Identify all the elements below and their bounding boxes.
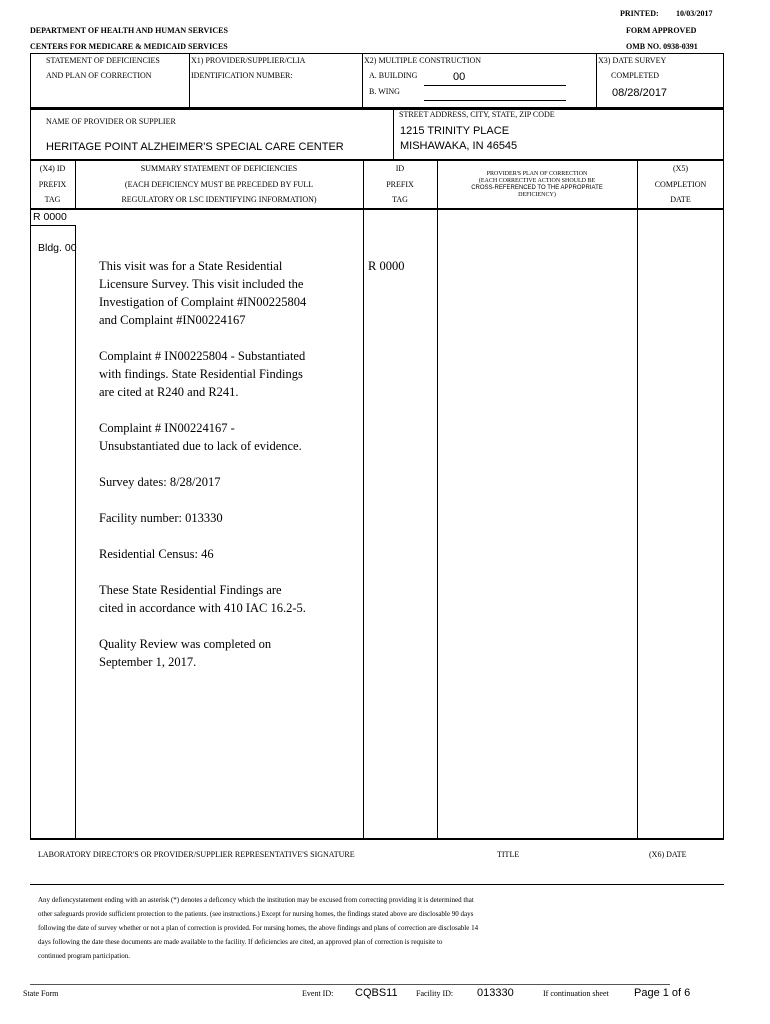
date-label: DATE: [670, 195, 691, 204]
building-value: 00: [453, 71, 466, 83]
printed-label: PRINTED:: [620, 9, 659, 18]
tag-left: R 0000: [33, 211, 67, 223]
statement-label-1: STATEMENT OF DEFICIENCIES: [46, 56, 160, 65]
id-prefix-label: PREFIX: [386, 180, 414, 189]
department-title: DEPARTMENT OF HEALTH AND HUMAN SERVICES: [30, 26, 228, 35]
summary-line: This visit was for a State Residential: [99, 259, 283, 273]
building-tag: Bldg. 00: [38, 242, 77, 254]
completed-label: COMPLETED: [611, 71, 659, 80]
summary-line: Residential Census: 46: [99, 547, 214, 561]
completion-label: COMPLETION: [654, 180, 707, 189]
disclaimer-line: Any defiencystatement ending with an asterisk (*) denotes a deficency which the institution may be excused from correcting providing it is determined that: [38, 896, 474, 904]
disclaimer: [38, 893, 718, 963]
id-label: ID: [395, 164, 405, 173]
x4-tag-label: TAG: [44, 195, 61, 204]
paragraph: [99, 635, 361, 671]
paragraph: [99, 581, 361, 617]
summary-line: Licensure Survey. This visit included the: [99, 277, 304, 291]
summary-label-1: SUMMARY STATEMENT OF DEFICIENCIES: [140, 164, 298, 173]
id-tag-label: TAG: [392, 195, 408, 204]
summary-label-3: REGULATORY OR LSC IDENTIFYING INFORMATION): [121, 195, 317, 204]
plan-label-4: DEFICIENCY): [518, 192, 556, 198]
event-id-label: Event ID:: [302, 989, 334, 998]
summary-line: Survey dates: 8/28/2017: [99, 475, 221, 489]
disclaimer-line: continued program participation.: [38, 952, 130, 960]
x5-label: (X5): [672, 164, 689, 173]
printed-date: 10/03/2017: [676, 9, 713, 18]
paragraph: [99, 473, 361, 491]
paragraph: [99, 545, 361, 563]
summary-line: with findings. State Residential Findings: [99, 367, 303, 381]
wing-label: B. WING: [369, 87, 400, 96]
address-label: STREET ADDRESS, CITY, STATE, ZIP CODE: [399, 110, 555, 119]
tag-right: R 0000: [368, 259, 405, 273]
provider-name-label: NAME OF PROVIDER OR SUPPLIER: [46, 117, 176, 126]
provider-name: HERITAGE POINT ALZHEIMER'S SPECIAL CARE CENTER: [46, 141, 344, 153]
summary-line: Facility number: 013330: [99, 511, 223, 525]
x3-label: X3) DATE SURVEY: [598, 56, 667, 65]
title-label: TITLE: [497, 850, 520, 859]
event-id: CQBS11: [355, 987, 398, 999]
facility-id-label: Facility ID:: [416, 989, 454, 998]
signature-label: LABORATORY DIRECTOR'S OR PROVIDER/SUPPLIER REPRESENTATIVE'S SIGNATURE: [38, 850, 355, 859]
summary-line: Complaint # IN00224167 -: [99, 421, 235, 435]
address-line-1: 1215 TRINITY PLACE: [400, 125, 510, 137]
disclaimer-line: following the date of survey whether or not a plan of correction is provided. For nursing homes, the above findings and plans of correction are disclosable 14: [38, 924, 479, 932]
date-survey-completed: 08/28/2017: [612, 87, 668, 99]
summary-line: These State Residential Findings are: [99, 583, 282, 597]
state-form-label: State Form: [23, 989, 59, 998]
plan-label-2: (EACH CORRECTIVE ACTION SHOULD BE: [478, 178, 596, 184]
x4-prefix-label: PREFIX: [38, 180, 67, 189]
summary-text: [99, 257, 361, 671]
x6-date-label: (X6) DATE: [649, 850, 687, 859]
summary-line: and Complaint #IN00224167: [99, 313, 246, 327]
address-line-2: MISHAWAKA, IN 46545: [400, 140, 518, 152]
summary-line: Investigation of Complaint #IN00225804: [99, 295, 307, 309]
centers-title: CENTERS FOR MEDICARE & MEDICAID SERVICES: [30, 42, 228, 51]
summary-line: September 1, 2017.: [99, 655, 197, 669]
identification-label: IDENTIFICATION NUMBER:: [191, 71, 293, 80]
page-number: Page 1 of 6: [634, 987, 691, 999]
continuation-label: If continuation sheet: [543, 989, 609, 998]
x1-label: X1) PROVIDER/SUPPLIER/CLIA: [191, 56, 306, 65]
form-approved: FORM APPROVED: [626, 26, 697, 35]
plan-label-3: CROSS-REFERENCED TO THE APPROPRIATE: [471, 185, 603, 191]
facility-id: 013330: [477, 987, 514, 999]
x4-id-label: (X4) ID: [39, 164, 66, 173]
summary-line: Quality Review was completed on: [99, 637, 272, 651]
paragraph: [99, 347, 361, 401]
summary-label-2: (EACH DEFICIENCY MUST BE PRECEDED BY FULL: [124, 180, 314, 189]
statement-label-2: AND PLAN OF CORRECTION: [46, 71, 152, 80]
paragraph: [99, 257, 361, 329]
disclaimer-line: days following the date these documents are made available to the facility. If deficiencies are cited, an approved plan of correction is requisite to: [38, 938, 443, 946]
paragraph: [99, 509, 361, 527]
summary-line: are cited at R240 and R241.: [99, 385, 239, 399]
summary-line: Unsubstantiated due to lack of evidence.: [99, 439, 302, 453]
plan-label-1: PROVIDER'S PLAN OF CORRECTION: [486, 171, 588, 177]
omb-number: OMB NO. 0938-0391: [626, 42, 698, 51]
building-label: A. BUILDING: [369, 71, 418, 80]
paragraph: [99, 419, 361, 455]
x2-label: X2) MULTIPLE CONSTRUCTION: [364, 56, 482, 65]
summary-line: cited in accordance with 410 IAC 16.2-5.: [99, 601, 306, 615]
disclaimer-line: other safeguards provide sufficient protection to the patients. (see instructions.) Except for nursing homes, the findings stated above are disclosable 90 days: [38, 910, 474, 918]
summary-line: Complaint # IN00225804 - Substantiated: [99, 349, 306, 363]
